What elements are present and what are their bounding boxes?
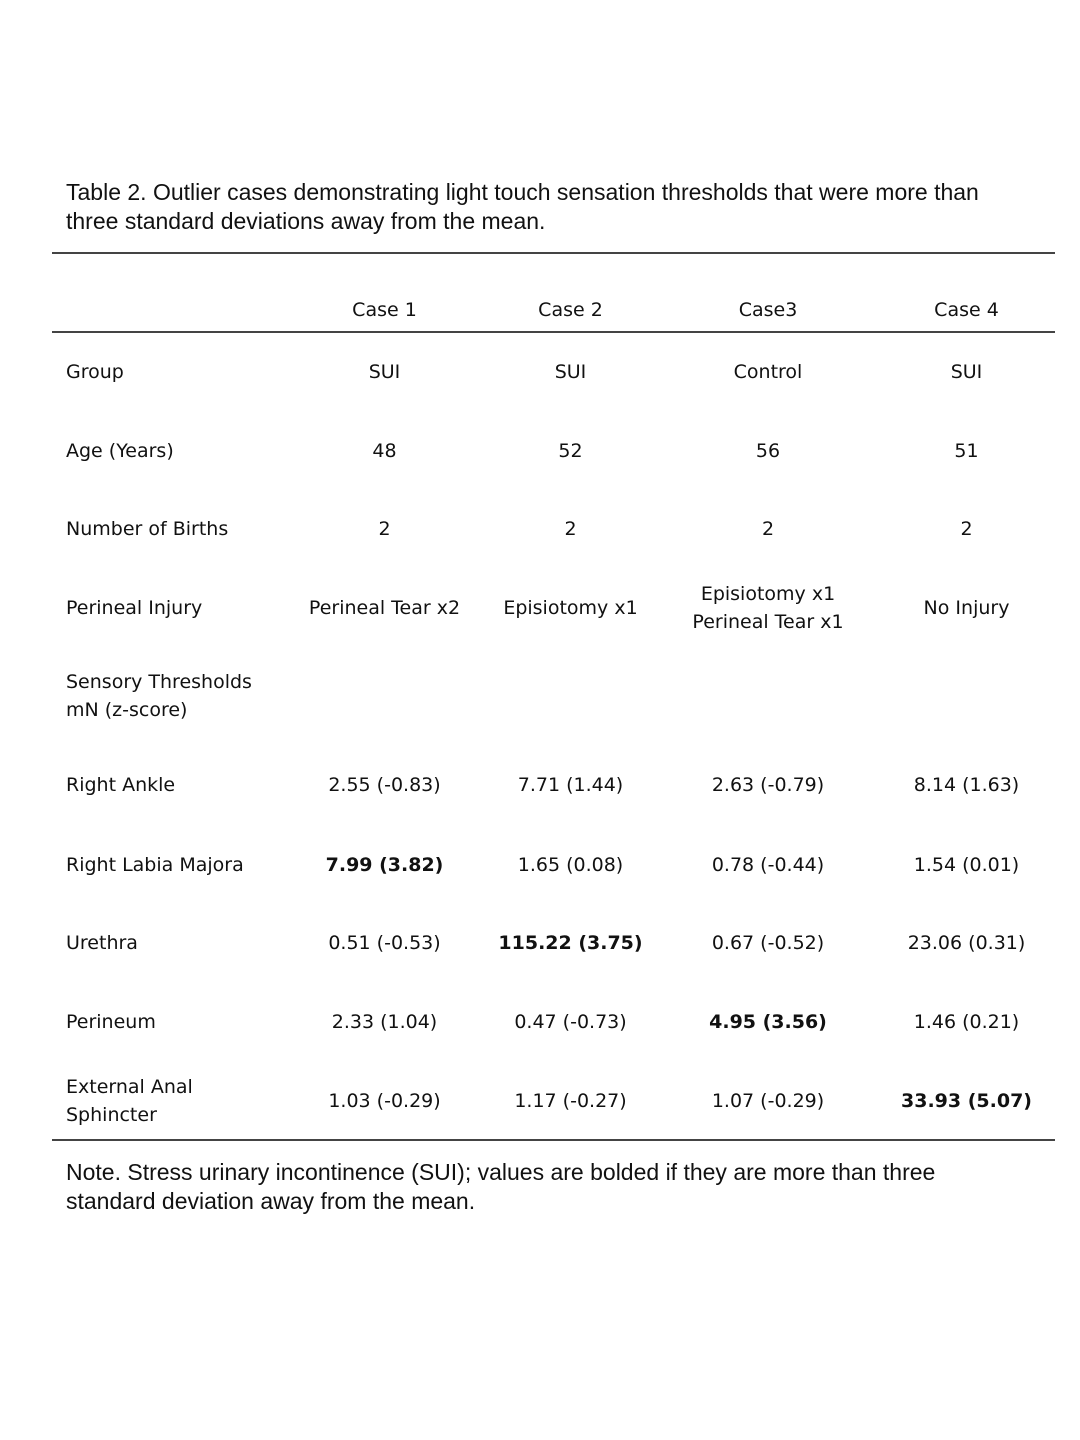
table-cell: 2.55 (-0.83) <box>328 774 441 796</box>
row-label: External Anal Sphincter <box>66 1076 193 1126</box>
table-cell: 0.47 (-0.73) <box>514 1011 627 1033</box>
table-cell: No Injury <box>923 597 1010 619</box>
table-row <box>52 437 1055 465</box>
row-label: Urethra <box>66 932 138 954</box>
table-row <box>52 1008 1055 1036</box>
table-cell: 23.06 (0.31) <box>907 932 1026 954</box>
top-rule <box>52 252 1055 254</box>
header-case-2: Case 2 <box>538 299 603 321</box>
table-row <box>52 771 1055 799</box>
row-label: Group <box>66 361 124 383</box>
table-cell: 1.03 (-0.29) <box>328 1090 441 1112</box>
table-cell: 2 <box>960 518 973 540</box>
table-cell: Episiotomy x1 <box>503 597 638 619</box>
table-caption: Table 2. Outlier cases demonstrating light touch sensation thresholds that were more than three standard deviations away from the mean. <box>66 179 979 234</box>
table-cell: 2.33 (1.04) <box>331 1011 438 1033</box>
bottom-rule <box>52 1139 1055 1141</box>
table-note: Note. Stress urinary incontinence (SUI); values are bolded if they are more than three standard deviation away from the mean. <box>66 1159 936 1214</box>
table-row <box>52 580 1055 636</box>
row-label: Age (Years) <box>66 440 174 462</box>
table-cell: SUI <box>368 361 401 383</box>
table-cell: 2.63 (-0.79) <box>711 774 825 796</box>
table-cell: Control <box>733 361 803 383</box>
table-cell: 51 <box>954 440 979 462</box>
table-cell: 2 <box>378 518 391 540</box>
table-cell-outlier: 115.22 (3.75) <box>498 932 643 954</box>
table-cell-outlier: 7.99 (3.82) <box>325 854 444 876</box>
header-case-4: Case 4 <box>934 299 999 321</box>
table-row <box>52 929 1055 957</box>
table-cell: 1.17 (-0.27) <box>514 1090 627 1112</box>
row-label: Perineal Injury <box>66 597 203 619</box>
table-cell: 0.51 (-0.53) <box>328 932 441 954</box>
table-cell: 0.78 (-0.44) <box>711 854 825 876</box>
table-cell: 1.65 (0.08) <box>517 854 624 876</box>
row-label: Right Ankle <box>66 774 176 796</box>
header-case-3: Case3 <box>738 299 798 321</box>
section-label: Sensory Thresholds mN (z-score) <box>66 671 252 721</box>
table-cell: 48 <box>372 440 397 462</box>
table-cell: Perineal Tear x2 <box>308 597 461 619</box>
table-cell: 8.14 (1.63) <box>913 774 1020 796</box>
table-cell: Episiotomy x1 Perineal Tear x1 <box>692 583 844 633</box>
table-row <box>52 851 1055 879</box>
table-cell-outlier: 4.95 (3.56) <box>709 1011 827 1033</box>
table-cell: 1.07 (-0.29) <box>711 1090 825 1112</box>
table-cell: 0.67 (-0.52) <box>711 932 825 954</box>
table-row <box>52 1073 1055 1129</box>
table-row <box>52 515 1055 543</box>
header-row <box>52 296 1055 324</box>
table-cell: 2 <box>761 518 775 540</box>
row-label: Perineum <box>66 1011 156 1033</box>
table-cell: SUI <box>950 361 983 383</box>
header-case-1: Case 1 <box>352 299 417 321</box>
table-cell: 56 <box>755 440 781 462</box>
table-cell-outlier: 33.93 (5.07) <box>901 1090 1032 1112</box>
table-cell: 2 <box>564 518 577 540</box>
table-row <box>52 358 1055 386</box>
table-cell: 1.54 (0.01) <box>913 854 1020 876</box>
table-cell: 52 <box>558 440 583 462</box>
table-row <box>52 668 1055 724</box>
row-label: Number of Births <box>66 518 229 540</box>
table-cell: 7.71 (1.44) <box>517 774 624 796</box>
table-cell: 1.46 (0.21) <box>913 1011 1020 1033</box>
table-cell: SUI <box>554 361 587 383</box>
row-label: Right Labia Majora <box>66 854 244 876</box>
header-rule <box>52 331 1055 333</box>
